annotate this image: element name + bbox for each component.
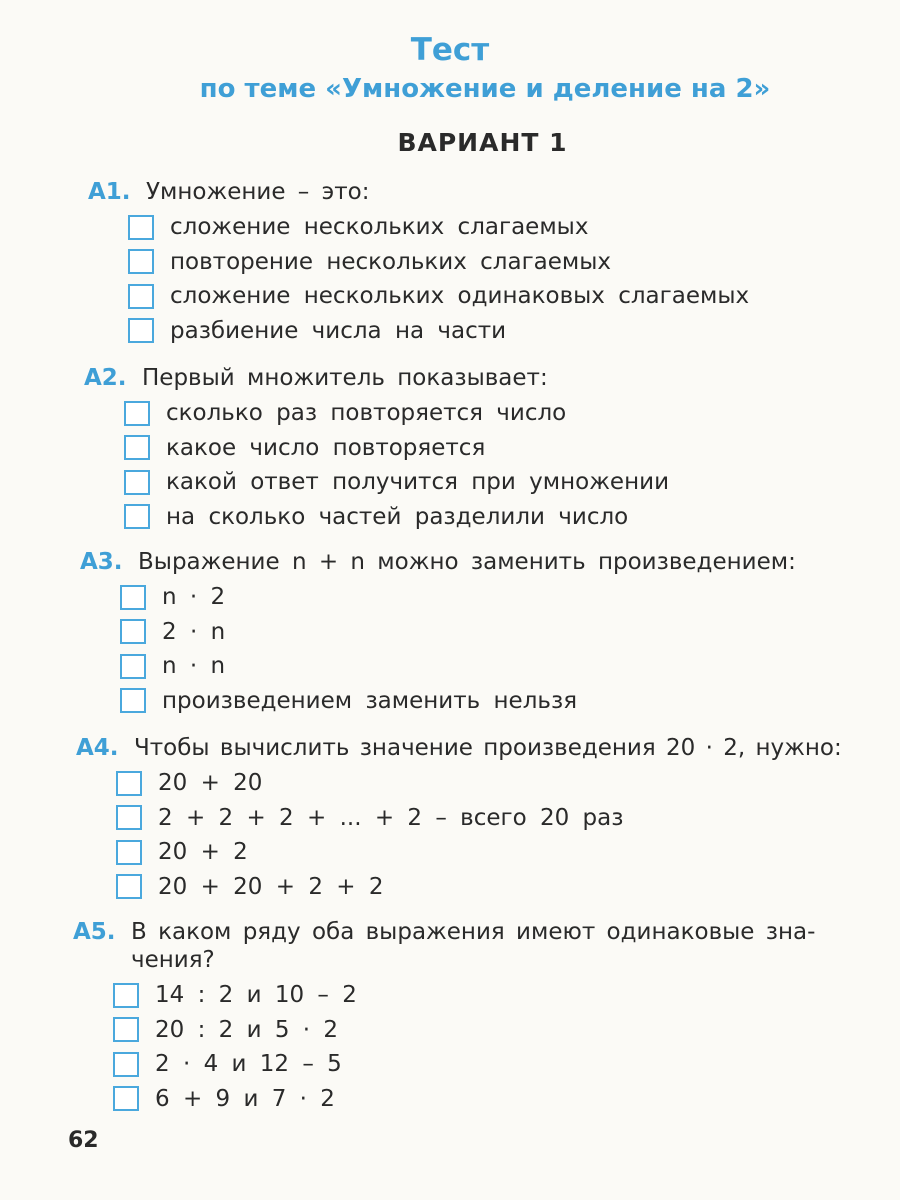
question-label: А5. xyxy=(73,919,116,945)
option-text: какой ответ получится при умножении xyxy=(166,469,670,496)
answer-checkbox[interactable] xyxy=(120,619,146,644)
option-row xyxy=(124,431,900,466)
option-text: произведением заменить нельзя xyxy=(162,687,578,714)
option-text: сколько раз повторяется число xyxy=(166,400,567,427)
option-row xyxy=(116,870,900,905)
question-text: Умножение – это: xyxy=(146,179,370,205)
option-text: 2 + 2 + 2 + ... + 2 – всего 20 раз xyxy=(158,804,624,831)
question-label: А2. xyxy=(84,365,127,391)
answer-checkbox[interactable] xyxy=(113,983,139,1008)
question-text: Первый множитель показывает: xyxy=(142,365,548,391)
option-text: какое число повторяется xyxy=(166,434,486,461)
option-text: 2 · n xyxy=(162,618,226,645)
test-title: Тест xyxy=(410,32,490,68)
option-row xyxy=(128,210,900,245)
option-row xyxy=(120,615,900,650)
answer-checkbox[interactable] xyxy=(128,215,154,240)
option-text: 20 : 2 и 5 · 2 xyxy=(155,1016,339,1043)
answer-checkbox[interactable] xyxy=(120,585,146,610)
answer-checkbox[interactable] xyxy=(113,1086,139,1111)
option-text: сложение нескольких одинаковых слагаемых xyxy=(170,283,750,310)
question-a5 xyxy=(73,918,900,1116)
option-text: разбиение числа на части xyxy=(170,317,507,344)
option-text: 20 + 20 xyxy=(158,770,263,797)
option-row xyxy=(120,649,900,684)
option-row xyxy=(113,978,900,1013)
answer-checkbox[interactable] xyxy=(124,504,150,529)
option-row xyxy=(113,1047,900,1082)
answer-checkbox[interactable] xyxy=(128,284,154,309)
answer-checkbox[interactable] xyxy=(116,805,142,830)
option-row xyxy=(128,279,900,314)
answer-checkbox[interactable] xyxy=(113,1052,139,1077)
question-label: А3. xyxy=(80,549,123,575)
answer-checkbox[interactable] xyxy=(124,435,150,460)
option-row xyxy=(116,835,900,870)
option-row xyxy=(113,1082,900,1117)
answer-checkbox[interactable] xyxy=(124,470,150,495)
option-text: n · 2 xyxy=(162,584,226,611)
option-row xyxy=(113,1013,900,1048)
answer-checkbox[interactable] xyxy=(116,771,142,796)
answer-checkbox[interactable] xyxy=(120,654,146,679)
question-a2 xyxy=(84,364,900,534)
question-a3 xyxy=(80,548,900,718)
option-row xyxy=(120,580,900,615)
option-text: 20 + 20 + 2 + 2 xyxy=(158,873,384,900)
answer-checkbox[interactable] xyxy=(116,840,142,865)
answer-checkbox[interactable] xyxy=(124,401,150,426)
answer-checkbox[interactable] xyxy=(128,249,154,274)
answer-checkbox[interactable] xyxy=(128,318,154,343)
answer-checkbox[interactable] xyxy=(116,874,142,899)
question-text: Чтобы вычислить значение произведения 20 · 2, нужно: xyxy=(134,735,842,761)
option-row xyxy=(124,465,900,500)
answer-checkbox[interactable] xyxy=(113,1017,139,1042)
option-row xyxy=(128,314,900,349)
question-text: В каком ряду оба выражения имеют одинаковые зна-чения? xyxy=(131,919,816,973)
option-row xyxy=(116,766,900,801)
option-text: сложение нескольких слагаемых xyxy=(170,214,589,241)
option-text: 20 + 2 xyxy=(158,839,248,866)
question-label: А1. xyxy=(88,179,131,205)
question-a4 xyxy=(76,734,900,904)
option-text: 2 · 4 и 12 – 5 xyxy=(155,1051,342,1078)
option-text: 6 + 9 и 7 · 2 xyxy=(155,1085,335,1112)
option-row xyxy=(128,245,900,280)
option-row xyxy=(116,801,900,836)
variant-heading: ВАРИАНТ 1 xyxy=(397,128,568,157)
option-row xyxy=(124,500,900,535)
question-a1 xyxy=(88,178,900,348)
option-text: n · n xyxy=(162,653,226,680)
option-row xyxy=(120,684,900,719)
page-number: 62 xyxy=(68,1128,99,1153)
test-subtitle: по теме «Умножение и деление на 2» xyxy=(199,74,771,104)
option-row xyxy=(124,396,900,431)
option-text: на сколько частей разделили число xyxy=(166,503,629,530)
option-text: 14 : 2 и 10 – 2 xyxy=(155,982,357,1009)
question-label: А4. xyxy=(76,735,119,761)
option-text: повторение нескольких слагаемых xyxy=(170,248,612,275)
question-text: Выражение n + n можно заменить произведением: xyxy=(138,549,796,575)
answer-checkbox[interactable] xyxy=(120,688,146,713)
